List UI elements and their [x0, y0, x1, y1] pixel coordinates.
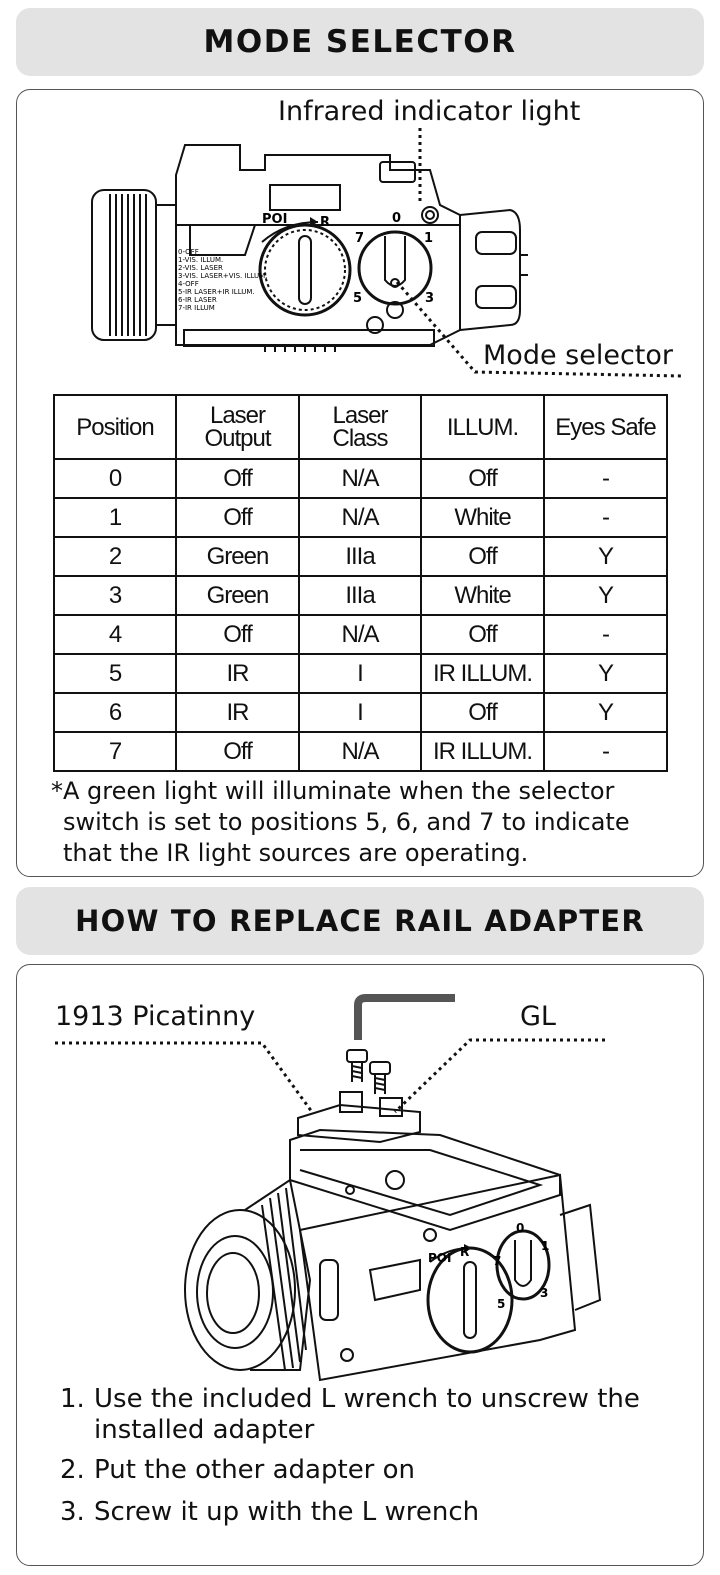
table-cell: IR ILLUM.: [421, 654, 544, 693]
section-title-rail-adapter: HOW TO REPLACE RAIL ADAPTER: [16, 887, 704, 955]
dial2-number-0: 0: [516, 1221, 525, 1235]
table-cell: I: [299, 654, 421, 693]
dial2-number-7: 7: [493, 1254, 502, 1268]
table-cell: Green: [176, 537, 299, 576]
step-item: 3. Screw it up with the L wrench: [60, 1497, 480, 1527]
table-cell: N/A: [299, 732, 421, 771]
footnote-line: switch is set to positions 5, 6, and 7 to indicate: [63, 808, 630, 836]
table-cell: IIIa: [299, 576, 421, 615]
table-cell: Y: [544, 576, 667, 615]
table-cell: N/A: [299, 615, 421, 654]
table-cell: IR ILLUM.: [421, 732, 544, 771]
callout-gl: GL: [520, 1001, 556, 1032]
table-cell: Y: [544, 693, 667, 732]
table-cell: Off: [421, 615, 544, 654]
step-item: 1. Use the included L wrench to unscrew the installed adapter: [60, 1384, 640, 1445]
table-cell: IR: [176, 693, 299, 732]
footnote-line: that the IR light sources are operating.: [63, 839, 529, 867]
table-cell: Y: [544, 654, 667, 693]
dial-number-5: 5: [353, 291, 363, 306]
table-cell: -: [544, 732, 667, 771]
table-cell: 5: [54, 654, 176, 693]
table-cell: Off: [421, 459, 544, 498]
poi-label: POI: [262, 212, 288, 227]
table-cell: N/A: [299, 498, 421, 537]
header-laser-class: Laser Class: [299, 395, 421, 459]
dial-number-3: 3: [425, 291, 435, 306]
table-cell: 3: [54, 576, 176, 615]
table-cell: Off: [176, 498, 299, 537]
table-cell: IR: [176, 654, 299, 693]
dial2-number-1: 1: [541, 1239, 550, 1253]
table-cell: 1: [54, 498, 176, 537]
svg-text:2-VIS. LASER: 2-VIS. LASER: [178, 264, 223, 272]
instruction-steps: [60, 1384, 654, 1528]
table-cell: White: [421, 576, 544, 615]
step-item: 2. Put the other adapter on: [60, 1455, 416, 1485]
section-title-mode-selector: MODE SELECTOR: [16, 8, 704, 76]
header-laser-output: Laser Output: [176, 395, 299, 459]
table-cell: 0: [54, 459, 176, 498]
r-label: R: [320, 215, 331, 230]
callout-mode-selector: Mode selector: [483, 340, 673, 371]
table-cell: 6: [54, 693, 176, 732]
dial-number-1: 1: [424, 231, 434, 246]
svg-text:1-VIS. ILLUM.: 1-VIS. ILLUM.: [178, 256, 224, 264]
header-illum: ILLUM.: [421, 395, 544, 459]
svg-text:0-OFF: 0-OFF: [178, 248, 199, 256]
header-eyes-safe: Eyes Safe: [544, 395, 667, 459]
table-cell: Off: [176, 459, 299, 498]
dial-number-7: 7: [355, 231, 365, 246]
table-cell: N/A: [299, 459, 421, 498]
knurl-lines-2: [262, 1188, 306, 1370]
table-cell: IIIa: [299, 537, 421, 576]
svg-text:5-IR LASER+IR ILLUM.: 5-IR LASER+IR ILLUM.: [178, 288, 255, 296]
header-position: Position: [54, 395, 176, 459]
table-cell: Off: [421, 537, 544, 576]
callout-picatinny: 1913 Picatinny: [55, 1001, 256, 1032]
table-cell: Off: [176, 732, 299, 771]
r-label-2: R: [460, 1245, 470, 1259]
dial2-number-3: 3: [540, 1286, 549, 1300]
dial2-number-5: 5: [497, 1297, 506, 1311]
table-cell: White: [421, 498, 544, 537]
table-cell: -: [544, 459, 667, 498]
footnote-line: *A green light will illuminate when the selector: [51, 777, 615, 805]
callout-infrared-indicator: Infrared indicator light: [278, 96, 581, 127]
table-cell: Green: [176, 576, 299, 615]
table-cell: -: [544, 498, 667, 537]
table-cell: -: [544, 615, 667, 654]
svg-text:7-IR ILLUM: 7-IR ILLUM: [178, 304, 215, 312]
svg-text:3-VIS. LASER+VIS. ILLUM.: 3-VIS. LASER+VIS. ILLUM.: [178, 272, 268, 280]
poi-label-2: POI: [428, 1251, 452, 1265]
table-cell: Y: [544, 537, 667, 576]
table-cell: 4: [54, 615, 176, 654]
dial-number-0: 0: [392, 211, 402, 226]
svg-text:4-OFF: 4-OFF: [178, 280, 199, 288]
table-cell: I: [299, 693, 421, 732]
svg-text:6-IR LASER: 6-IR LASER: [178, 296, 217, 304]
table-cell: 7: [54, 732, 176, 771]
table-cell: 2: [54, 537, 176, 576]
table-cell: Off: [176, 615, 299, 654]
table-cell: Off: [421, 693, 544, 732]
